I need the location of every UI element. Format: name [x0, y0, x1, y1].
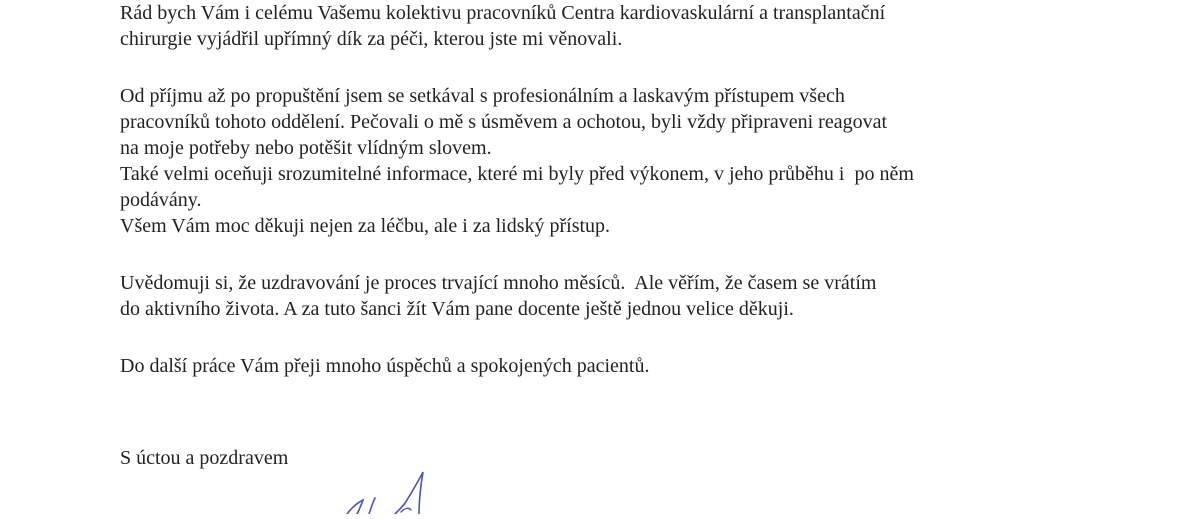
- paragraph-wishes: [120, 353, 1120, 379]
- closing-salutation: S úctou a pozdravem: [120, 447, 289, 469]
- paragraph-care: [120, 83, 1120, 239]
- text-line: pracovníků tohoto oddělení. Pečovali o mě s úsměvem a ochotou, byli vždy připraveni reagovat: [120, 111, 888, 133]
- text-line: Rád bych Vám i celému Vašemu kolektivu pracovníků Centra kardiovaskulární a transplantační: [120, 2, 886, 24]
- text-line: na moje potřeby nebo potěšit vlídným slovem.: [120, 137, 492, 159]
- paragraph-thanks: [120, 0, 1120, 52]
- signature-icon: [335, 470, 435, 514]
- text-line: Od příjmu až po propuštění jsem se setkával s profesionálním a laskavým přístupem všech: [120, 85, 845, 107]
- paragraph-gap: [120, 52, 1120, 83]
- paragraph-gap: [120, 239, 1120, 270]
- letter-body: [120, 0, 1120, 379]
- paragraph-recovery: [120, 270, 1120, 322]
- text-line: Také velmi oceňuji srozumitelné informace, které mi byly před výkonem, v jeho průběhu i po něm: [120, 163, 914, 185]
- text-line: Uvědomuji si, že uzdravování je proces trvající mnoho měsíců. Ale věřím, že časem se vrátím: [120, 272, 877, 294]
- text-line: podávány.: [120, 189, 202, 211]
- text-line: Všem Vám moc děkuji nejen za léčbu, ale i za lidský přístup.: [120, 215, 611, 237]
- text-line: chirurgie vyjádřil upřímný dík za péči, kterou jste mi věnovali.: [120, 28, 623, 50]
- text-line: Do další práce Vám přeji mnoho úspěchů a spokojených pacientů.: [120, 355, 650, 377]
- text-line: do aktivního života. A za tuto šanci žít Vám pane docente ještě jednou velice děkuji.: [120, 298, 794, 320]
- paragraph-gap: [120, 322, 1120, 353]
